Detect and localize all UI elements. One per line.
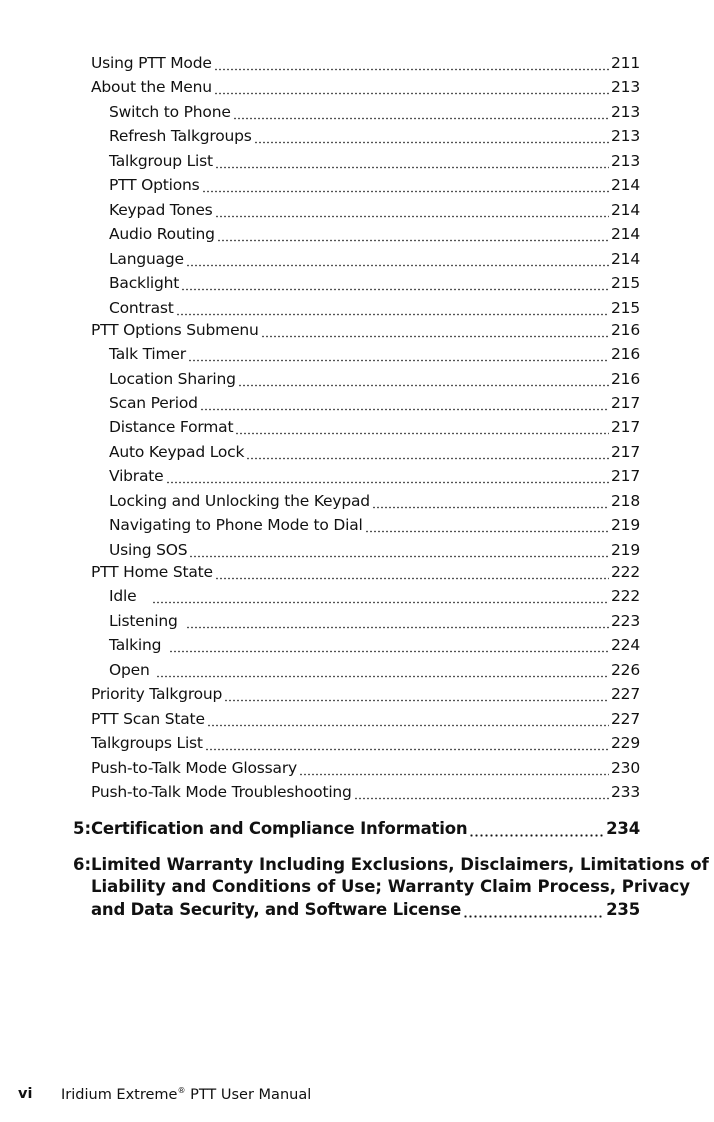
toc-entry-ptt-options[interactable] bbox=[109, 173, 640, 197]
dot-leader bbox=[169, 633, 609, 657]
toc-entry-priority-talkgroup[interactable] bbox=[91, 682, 640, 706]
toc-entry-page: 226 bbox=[611, 661, 640, 679]
toc-entry-scan-period[interactable] bbox=[109, 391, 640, 415]
toc-entry-ptt-home-state[interactable] bbox=[91, 560, 640, 584]
dot-leader bbox=[152, 584, 609, 608]
toc-entry-page: 227 bbox=[611, 710, 640, 728]
toc-entry-title: PTT Options Submenu bbox=[91, 321, 259, 339]
toc-entry-keypad-tones[interactable] bbox=[109, 198, 640, 222]
toc-entry-page: 223 bbox=[611, 612, 640, 630]
toc-entry-ptt-options-submenu[interactable] bbox=[91, 318, 640, 342]
dot-leader bbox=[372, 489, 609, 513]
dot-leader bbox=[156, 658, 609, 682]
toc-entry-title: Scan Period bbox=[109, 394, 198, 412]
toc-entry-page: 229 bbox=[611, 734, 640, 752]
chapter-6-title-line-3: and Data Security, and Software License bbox=[91, 900, 462, 919]
dot-leader bbox=[188, 342, 609, 366]
dot-leader bbox=[261, 318, 609, 342]
toc-entry-title: Talk Timer bbox=[109, 345, 186, 363]
toc-entry-title: PTT Scan State bbox=[91, 710, 205, 728]
dot-leader bbox=[166, 464, 610, 488]
toc-entry-title: Backlight bbox=[109, 274, 180, 292]
toc-entry-title: About the Menu bbox=[91, 78, 212, 96]
toc-entry-page: 214 bbox=[611, 176, 640, 194]
toc-entry-using-ptt-mode[interactable] bbox=[91, 51, 640, 75]
toc-entry-distance-format[interactable] bbox=[109, 415, 640, 439]
toc-entry-ptt-scan-state[interactable] bbox=[91, 707, 640, 731]
toc-entry-page: 214 bbox=[611, 225, 640, 243]
toc-entry-title: Priority Talkgroup bbox=[91, 685, 223, 703]
toc-entry-page: 213 bbox=[611, 152, 640, 170]
dot-leader bbox=[181, 271, 609, 295]
toc-entry-about-the-menu[interactable] bbox=[91, 75, 640, 99]
dot-leader bbox=[215, 560, 609, 584]
toc-entry-title: Push-to-Talk Mode Glossary bbox=[91, 759, 297, 777]
toc-entry-page: 214 bbox=[611, 250, 640, 268]
toc-entry-title: Using PTT Mode bbox=[91, 54, 212, 72]
toc-chapter-title: Certification and Compliance Information bbox=[91, 819, 468, 838]
toc-entry-refresh-talkgroups[interactable] bbox=[109, 124, 640, 148]
toc-entry-title: Switch to Phone bbox=[109, 103, 231, 121]
toc-entry-talkgroups-list[interactable] bbox=[91, 731, 640, 755]
toc-entry-talkgroup-list[interactable] bbox=[109, 149, 640, 173]
dot-leader bbox=[200, 391, 609, 415]
manual-title-text: Iridium Extreme bbox=[61, 1086, 178, 1103]
toc-entry-title: Open bbox=[109, 661, 150, 679]
dot-leader bbox=[365, 513, 609, 537]
dot-leader bbox=[233, 100, 609, 124]
toc-entry-title: Locking and Unlocking the Keypad bbox=[109, 492, 370, 510]
toc-entry-backlight[interactable] bbox=[109, 271, 640, 295]
toc-chapter-page: 235 bbox=[606, 900, 640, 919]
chapter-6-title-line-2[interactable]: Liability and Conditions of Use; Warranty Claim Process, Privacy bbox=[91, 877, 691, 896]
toc-entry-page: 224 bbox=[611, 636, 640, 654]
toc-entry-title: Distance Format bbox=[109, 418, 234, 436]
toc-entry-title: PTT Home State bbox=[91, 563, 213, 581]
toc-entry-page: 219 bbox=[611, 516, 640, 534]
toc-entry-title: Push-to-Talk Mode Troubleshooting bbox=[91, 783, 352, 801]
toc-chapter-page: 234 bbox=[606, 819, 640, 838]
toc-entry-page: 218 bbox=[611, 492, 640, 510]
toc-entry-title: Listening bbox=[109, 612, 178, 630]
toc-entry-title: Auto Keypad Lock bbox=[109, 443, 245, 461]
toc-entry-page: 213 bbox=[611, 127, 640, 145]
toc-entry-title: Navigating to Phone Mode to Dial bbox=[109, 516, 363, 534]
toc-entry-auto-keypad-lock[interactable] bbox=[109, 440, 640, 464]
toc-entry-page: 219 bbox=[611, 541, 640, 559]
toc-entry-audio-routing[interactable] bbox=[109, 222, 640, 246]
toc-entry-page: 216 bbox=[611, 321, 640, 339]
toc-entry-page: 217 bbox=[611, 418, 640, 436]
toc-entry-page: 216 bbox=[611, 370, 640, 388]
toc-entry-title: Language bbox=[109, 250, 184, 268]
toc-entry-listening[interactable] bbox=[109, 609, 640, 633]
dot-leader bbox=[214, 75, 609, 99]
toc-entry-page: 222 bbox=[611, 587, 640, 605]
toc-entry-page: 215 bbox=[611, 274, 640, 292]
toc-entry-title: Contrast bbox=[109, 299, 174, 317]
toc-entry-page: 222 bbox=[611, 563, 640, 581]
toc-entry-page: 217 bbox=[611, 394, 640, 412]
dot-leader bbox=[189, 538, 609, 562]
toc-entry-talk-timer[interactable] bbox=[109, 342, 640, 366]
dot-leader bbox=[463, 898, 604, 922]
dot-leader bbox=[176, 296, 609, 320]
toc-entry-page: 211 bbox=[611, 54, 640, 72]
dot-leader bbox=[469, 817, 604, 841]
dot-leader bbox=[215, 198, 609, 222]
toc-entry-title: Audio Routing bbox=[109, 225, 215, 243]
dot-leader bbox=[215, 149, 609, 173]
dot-leader bbox=[238, 367, 609, 391]
toc-entry-title: Refresh Talkgroups bbox=[109, 127, 252, 145]
dot-leader bbox=[235, 415, 609, 439]
toc-entry-page: 213 bbox=[611, 78, 640, 96]
toc-entry-page: 214 bbox=[611, 201, 640, 219]
dot-leader bbox=[186, 609, 609, 633]
toc-entry-navigating-phone-mode[interactable] bbox=[109, 513, 640, 537]
dot-leader bbox=[186, 247, 609, 271]
registered-mark: ® bbox=[177, 1086, 186, 1095]
toc-entry-page: 213 bbox=[611, 103, 640, 121]
footer-page-number: vi bbox=[18, 1086, 33, 1102]
toc-entry-location-sharing[interactable] bbox=[109, 367, 640, 391]
toc-entry-idle[interactable] bbox=[109, 584, 640, 608]
toc-entry-ptt-glossary[interactable] bbox=[91, 756, 640, 780]
toc-entry-page: 233 bbox=[611, 783, 640, 801]
toc-entry-page: 215 bbox=[611, 299, 640, 317]
toc-entry-switch-to-phone[interactable] bbox=[109, 100, 640, 124]
toc-entry-ptt-troubleshooting[interactable] bbox=[91, 780, 640, 804]
toc-entry-title: Vibrate bbox=[109, 467, 164, 485]
footer-manual-title bbox=[61, 1086, 311, 1103]
toc-entry-talking[interactable] bbox=[109, 633, 640, 657]
dot-leader bbox=[207, 707, 609, 731]
toc-chapter-6[interactable] bbox=[91, 898, 640, 922]
dot-leader bbox=[254, 124, 609, 148]
dot-leader bbox=[224, 682, 609, 706]
chapter-6-title-line-1[interactable]: Limited Warranty Including Exclusions, Disclaimers, Limitations of bbox=[91, 855, 709, 874]
toc-entry-contrast[interactable] bbox=[109, 296, 640, 320]
dot-leader bbox=[246, 440, 609, 464]
toc-entry-title: Location Sharing bbox=[109, 370, 236, 388]
toc-entry-title: Talkgroup List bbox=[109, 152, 213, 170]
toc-entry-title: PTT Options bbox=[109, 176, 200, 194]
toc-entry-open[interactable] bbox=[109, 658, 640, 682]
toc-entry-page: 230 bbox=[611, 759, 640, 777]
toc-entry-page: 217 bbox=[611, 443, 640, 461]
toc-entry-vibrate[interactable] bbox=[109, 464, 640, 488]
toc-entry-page: 217 bbox=[611, 467, 640, 485]
dot-leader bbox=[205, 731, 609, 755]
toc-chapter-5[interactable] bbox=[91, 817, 640, 841]
dot-leader bbox=[299, 756, 609, 780]
toc-entry-page: 216 bbox=[611, 345, 640, 363]
manual-title-suffix: PTT User Manual bbox=[185, 1086, 312, 1103]
toc-entry-language[interactable] bbox=[109, 247, 640, 271]
dot-leader bbox=[217, 222, 609, 246]
dot-leader bbox=[202, 173, 609, 197]
toc-entry-using-sos[interactable] bbox=[109, 538, 640, 562]
toc-entry-page: 227 bbox=[611, 685, 640, 703]
toc-entry-locking-unlocking-keypad[interactable] bbox=[109, 489, 640, 513]
toc-entry-title: Idle bbox=[109, 587, 137, 605]
toc-entry-title: Keypad Tones bbox=[109, 201, 213, 219]
chapter-5-number: 5: bbox=[73, 819, 92, 838]
dot-leader bbox=[354, 780, 609, 804]
toc-entry-title: Using SOS bbox=[109, 541, 188, 559]
toc-entry-title: Talkgroups List bbox=[91, 734, 203, 752]
chapter-6-number: 6: bbox=[73, 855, 92, 874]
dot-leader bbox=[214, 51, 609, 75]
toc-entry-title: Talking bbox=[109, 636, 162, 654]
